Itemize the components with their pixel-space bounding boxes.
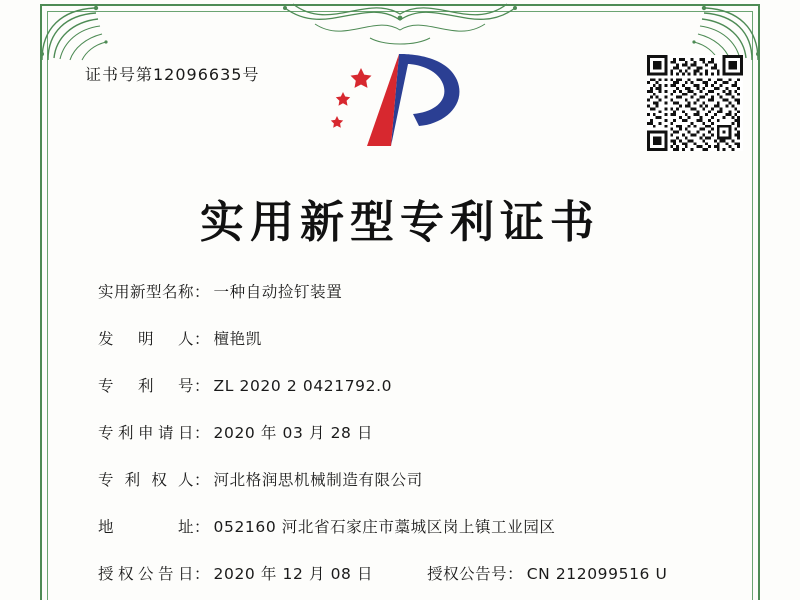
field-value: 檀艳凯 [213,330,262,348]
field-value: 一种自动捡钉装置 [213,283,343,301]
field-colon: ： [194,424,210,442]
field-row-address [98,515,718,537]
field-label: 专 利 号 [98,377,194,395]
field-colon: ： [507,565,523,583]
field-colon: ： [194,565,210,583]
certificate-number: 证书号第12096635号 [85,65,260,84]
field-row-grant-announcement [98,562,718,584]
page-title: 实用新型专利证书 [200,197,600,248]
field-label: 发 明 人 [98,330,194,348]
field-value: 河北格润思机械制造有限公司 [213,471,423,489]
field-value: 052160 河北省石家庄市藁城区岗上镇工业园区 [213,518,556,536]
field-value: 2020 年 03 月 28 日 [213,424,374,442]
certificate-fields [98,280,718,584]
field-colon: ： [194,283,210,301]
field-value-grant-number: CN 212099516 U [526,565,668,583]
field-value-grant-date: 2020 年 12 月 08 日 [213,565,374,583]
field-label: 专利申请日 [98,424,194,442]
cnipa-patent-logo-icon [295,46,505,161]
field-label-grant-date: 授权公告日 [98,565,194,583]
field-value: ZL 2020 2 0421792.0 [213,377,393,395]
grant-announcement-number-group [427,562,667,584]
field-label: 实用新型名称 [98,283,195,301]
field-colon: ： [194,518,210,536]
field-label-grant-number: 授权公告号 [427,565,508,583]
field-label: 地 址 [98,518,194,536]
field-row-utility-model-name [98,280,718,302]
field-colon: ： [194,377,210,395]
field-colon: ： [194,330,210,348]
field-row-inventor [98,327,718,349]
qr-code [647,55,743,151]
field-colon: ： [194,471,210,489]
field-row-patent-number [98,374,718,396]
field-row-patentee [98,468,718,490]
field-label: 专 利 权 人 [98,471,194,489]
field-row-application-date [98,421,718,443]
